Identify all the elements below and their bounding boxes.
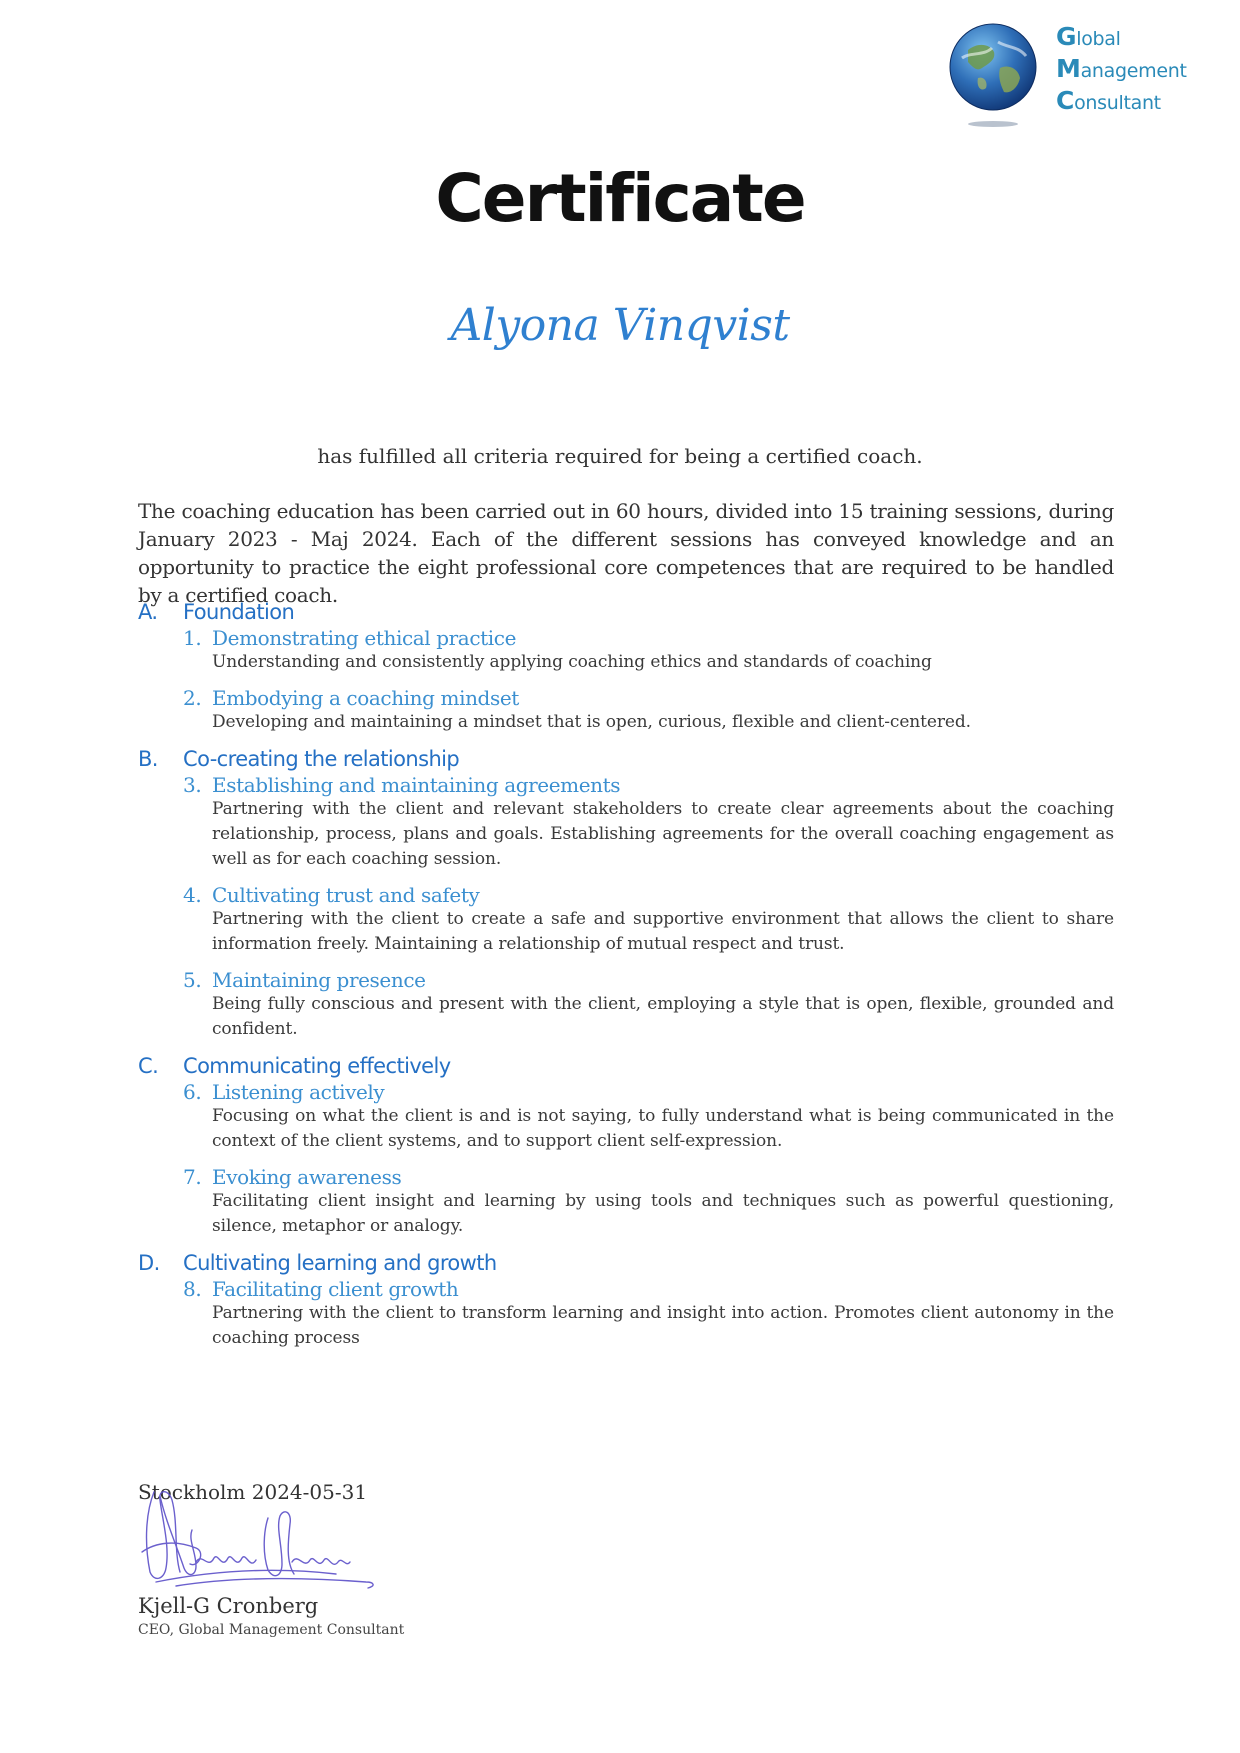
competence-title: Cultivating trust and safety — [212, 883, 480, 907]
competence-number: 7. — [183, 1165, 202, 1189]
fulfilled-statement: has fulfilled all criteria required for being a certified coach. — [317, 444, 923, 468]
certificate-title: Certificate — [435, 160, 805, 237]
competence-item — [183, 883, 1114, 957]
logo-line-global — [1056, 22, 1187, 54]
section-letter: A. — [138, 600, 158, 624]
competence-heading — [183, 968, 1114, 992]
competence-heading — [183, 883, 1114, 907]
signer-title: CEO, Global Management Consultant — [138, 1622, 405, 1638]
logo-initial: C — [1056, 86, 1075, 115]
competence-heading — [183, 1165, 1114, 1189]
competence-description: Developing and maintaining a mindset that is open, curious, flexible and client-centered. — [212, 712, 971, 732]
competence-title: Listening actively — [212, 1080, 385, 1104]
competence-title: Facilitating client growth — [212, 1277, 459, 1301]
competence-title: Establishing and maintaining agreements — [212, 773, 621, 797]
competence-item — [183, 626, 1114, 675]
company-logo — [948, 20, 1198, 130]
section-title: Co-creating the relationship — [183, 747, 460, 771]
logo-word: lobal — [1076, 28, 1121, 50]
section-title: Communicating effectively — [183, 1054, 451, 1078]
competence-section — [138, 747, 1114, 1042]
section-heading — [138, 1251, 1114, 1275]
competence-number: 2. — [183, 686, 202, 710]
globe-shadow — [968, 121, 1018, 127]
logo-word: anagement — [1080, 60, 1187, 82]
competence-number: 1. — [183, 626, 202, 650]
competence-description: Partnering with the client to transform learning and insight into action. Promotes client autonomy in the coaching process — [212, 1303, 1114, 1348]
competence-heading — [183, 626, 1114, 650]
logo-initial: G — [1056, 22, 1077, 51]
section-letter: C. — [138, 1054, 159, 1078]
competence-section — [138, 600, 1114, 735]
section-heading — [138, 747, 1114, 771]
section-heading — [138, 600, 1114, 624]
recipient-name: Alyona Vinqvist — [450, 300, 790, 351]
competence-section — [138, 1251, 1114, 1351]
competence-item — [183, 1080, 1114, 1154]
competence-description: Partnering with the client and relevant stakeholders to create clear agreements about the coaching relationship, process, plans and goals. Establishing agreements for the overall coaching engagement as well as for each coaching session. — [212, 799, 1114, 869]
competence-title: Demonstrating ethical practice — [212, 626, 517, 650]
competence-description: Being fully conscious and present with the client, employing a style that is open, flexible, grounded and confident. — [212, 994, 1114, 1039]
logo-wordmark — [1056, 22, 1187, 118]
competence-heading — [183, 686, 1114, 710]
competence-number: 3. — [183, 773, 202, 797]
competence-item — [183, 1277, 1114, 1351]
competence-item — [183, 773, 1114, 872]
competence-item — [183, 968, 1114, 1042]
competence-number: 4. — [183, 883, 202, 907]
competence-heading — [183, 1080, 1114, 1104]
competence-title: Evoking awareness — [212, 1165, 402, 1189]
competence-description: Facilitating client insight and learning by using tools and techniques such as powerful questioning, silence, metaphor or analogy. — [212, 1191, 1114, 1236]
competence-item — [183, 686, 1114, 735]
competence-item — [183, 1165, 1114, 1239]
competence-heading — [183, 1277, 1114, 1301]
logo-line-management — [1056, 54, 1187, 86]
competence-number: 5. — [183, 968, 202, 992]
competence-description: Focusing on what the client is and is not saying, to fully understand what is being communicated in the context of the client systems, and to support client self-expression. — [212, 1106, 1114, 1151]
competence-title: Maintaining presence — [212, 968, 426, 992]
section-heading — [138, 1054, 1114, 1078]
competence-description: Understanding and consistently applying coaching ethics and standards of coaching — [212, 652, 932, 672]
competence-heading — [183, 773, 1114, 797]
section-letter: B. — [138, 747, 158, 771]
intro-paragraph: The coaching education has been carried out in 60 hours, divided into 15 training sessions, during January 2023 - Maj 2024. Each of the different sessions has conveyed knowledge and an opportunity to practice the eight professional core competences that are required to be handled by a certified coach. — [138, 499, 1114, 607]
competence-description: Partnering with the client to create a safe and supportive environment that allows the client to share information freely. Maintaining a relationship of mutual respect and trust. — [212, 909, 1114, 954]
competence-number: 8. — [183, 1277, 202, 1301]
place-date: Stockholm 2024-05-31 — [138, 1480, 368, 1504]
competence-title: Embodying a coaching mindset — [212, 686, 519, 710]
signer-name: Kjell-G Cronberg — [138, 1594, 319, 1618]
logo-initial: M — [1056, 54, 1081, 83]
competence-number: 6. — [183, 1080, 202, 1104]
competence-list — [138, 600, 1114, 1363]
logo-line-consultant — [1056, 86, 1187, 118]
section-title: Cultivating learning and growth — [183, 1251, 497, 1275]
section-letter: D. — [138, 1251, 160, 1275]
logo-word: onsultant — [1074, 92, 1161, 114]
signature-image — [136, 1482, 396, 1600]
section-title: Foundation — [183, 600, 295, 624]
competence-section — [138, 1054, 1114, 1239]
globe-icon — [948, 22, 1038, 112]
